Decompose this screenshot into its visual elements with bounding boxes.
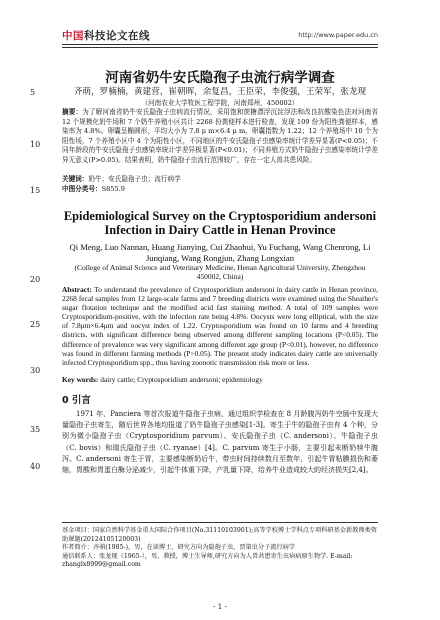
line-number: 20 bbox=[30, 275, 41, 284]
line-number: 5 bbox=[30, 88, 36, 97]
line-number: 35 bbox=[30, 425, 41, 434]
page-header bbox=[0, 0, 440, 46]
english-authors: Qi Meng, Luo Nannan, Huang Jianying, Cui Zhaohui, Yu Fuchang, Wang Chenrong, Li Junqiang, Wang Rongjun, Zhang Longxian bbox=[69, 242, 371, 263]
english-keywords: Key words: dairy cattle; Cryptosporidium andersoni; epidemiology bbox=[62, 375, 263, 384]
line-number: 25 bbox=[30, 320, 41, 329]
page-number: - 1 - bbox=[213, 603, 227, 611]
journal-logo: 中国科技论文在线 bbox=[62, 30, 150, 42]
line-number: 15 bbox=[30, 186, 41, 195]
english-affiliation: (College of Animal Science and Veterinary Medicine, Henan Agricultural University, Zhengzhou 450002, China) bbox=[74, 263, 366, 281]
paper-title: 河南省奶牛安氏隐孢子虫流行病学调查 bbox=[105, 70, 335, 86]
affiliation: （河南农业大学牧医工程学院，河南郑州，450002） bbox=[141, 99, 299, 107]
english-abstract: Abstract: To understand the prevalence of Cryptosporidium andersoni in dairy cattle in Henan province, 2268 fecal samples from 12 large-scale farms and 7 breeding districts were examined using the Sheather's sugar flotation technique and the modified acid fast staining method. A total of 109 samples were Cryptosporidium-positive, with the infection rate being 4.8%. Oocysts were long elliptical, with the size of 7.8μm×6.4μm and oocyst index of 1.22. Cryptosporidium was found on 10 farms and 4 breeding districts, with significant difference being observed among different sampling locations (P<0.05). The difference of prevalence was very significant among different age group (P<0.01), however, no difference was found in different farming methods (P>0.05). The present study indicates dairy cattle are universally infected Cryptosporidium spp., thus having zoonotic transmission risk more or less. bbox=[62, 285, 378, 367]
line-number: 30 bbox=[30, 366, 41, 375]
footnotes bbox=[62, 527, 378, 570]
body-paragraph: 1971 年，Panciera 等首次报道牛隐孢子虫病，通过组织学检查在 8 月龄腹泻奶牛空肠中发现大量隐孢子虫寄生，随后世界各地均报道了奶牛隐孢子虫感染[1-3]。寄生于牛的隐孢子虫有 4 个种，分别为微小隐孢子虫（Cryptosporidium parvum）、安氏隐孢子虫（C. andersoni）、牛隐孢子虫（C. bovis）和瑞氏隐孢子虫（C. ryanae）[4]。C. parvum 寄生于小肠，主要引起未断奶犊牛腹泻。C. andersoni 寄生于胃，主要感染断奶后牛，带虫时间持续数月至数年，引起牛胃粘膜损伤和萎缩，胃酸和胃蛋白酶分泌减少，引起牛体重下降，产乳量下降，给养牛业造成较大的经济损失[2,4]。 bbox=[62, 410, 378, 475]
header-rule bbox=[62, 44, 378, 45]
line-number: 10 bbox=[30, 140, 41, 149]
site-url[interactable]: http://www.paper.edu.cn bbox=[298, 31, 378, 39]
author-list: 齐萌，罗楠楠，黄建营，崔朝晖，余复昌，王臣荣，李俊强，王荣军，张龙现 bbox=[73, 87, 367, 97]
keywords-cn: 关键词：奶牛；安氏隐孢子虫；流行病学 bbox=[62, 175, 181, 183]
line-number: 40 bbox=[30, 462, 41, 471]
footnote-funding: 基金项目：国家自然科学基金重大国际合作项目(No.31110103901);高等学校博士学科点专项科研基金新教师类资助课题(20124105120003) bbox=[62, 527, 377, 543]
footnote-author: 作者简介：齐萌(1985-)，男，在读博士，研究方向为隐孢子虫、贾第虫分子流行病学 bbox=[62, 544, 296, 552]
section-heading: 0 引言 bbox=[62, 395, 91, 406]
footnote-contact: 通信联系人：张龙现（1965-），男，教授，博士生导师,研究方向为人兽共患寄生虫病病原生物学. E-mail: zhanglx8999@gmail.com bbox=[62, 552, 353, 569]
abstract-cn: 摘要：为了解河南省奶牛安氏隐孢子虫病流行情况，采用饱和蔗糖漂浮沉淀浮法和改良抗酸染色法对河南省 12 个规模化奶牛场和 7 个奶牛养殖小区共计 2268 份粪便样本进行检查，发现 109 份为阳性粪便样本，感染率为 4.8%。卵囊呈椭圆形，平均大小为 7.8 μ m×6.4 μ m，卵囊指数为 1.22；12 个养殖场中 10 个为阳性场，7 个养殖小区中 4 个为阳性小区，不同地区的牛安氏隐孢子虫感染率统计学差异显著(P<0.05)；不同年龄段的牛安氏隐孢子虫感染率统计学差异极显著(P<0.01)；不同养殖方式奶牛隐孢子虫感染率统计学差异无意义(P>0.05)。结果表明，奶牛隐孢子虫流行范围较广，存在一定人兽共患风险。 bbox=[62, 108, 379, 164]
english-title: Epidemiological Survey on the Cryptosporidium andersoni Infection in Dairy Cattle in Henan Province bbox=[63, 209, 377, 237]
footnote-rule bbox=[62, 522, 378, 523]
classification-code: 中图分类号：S855.9 bbox=[62, 185, 125, 193]
header-rule-thin bbox=[62, 47, 378, 48]
